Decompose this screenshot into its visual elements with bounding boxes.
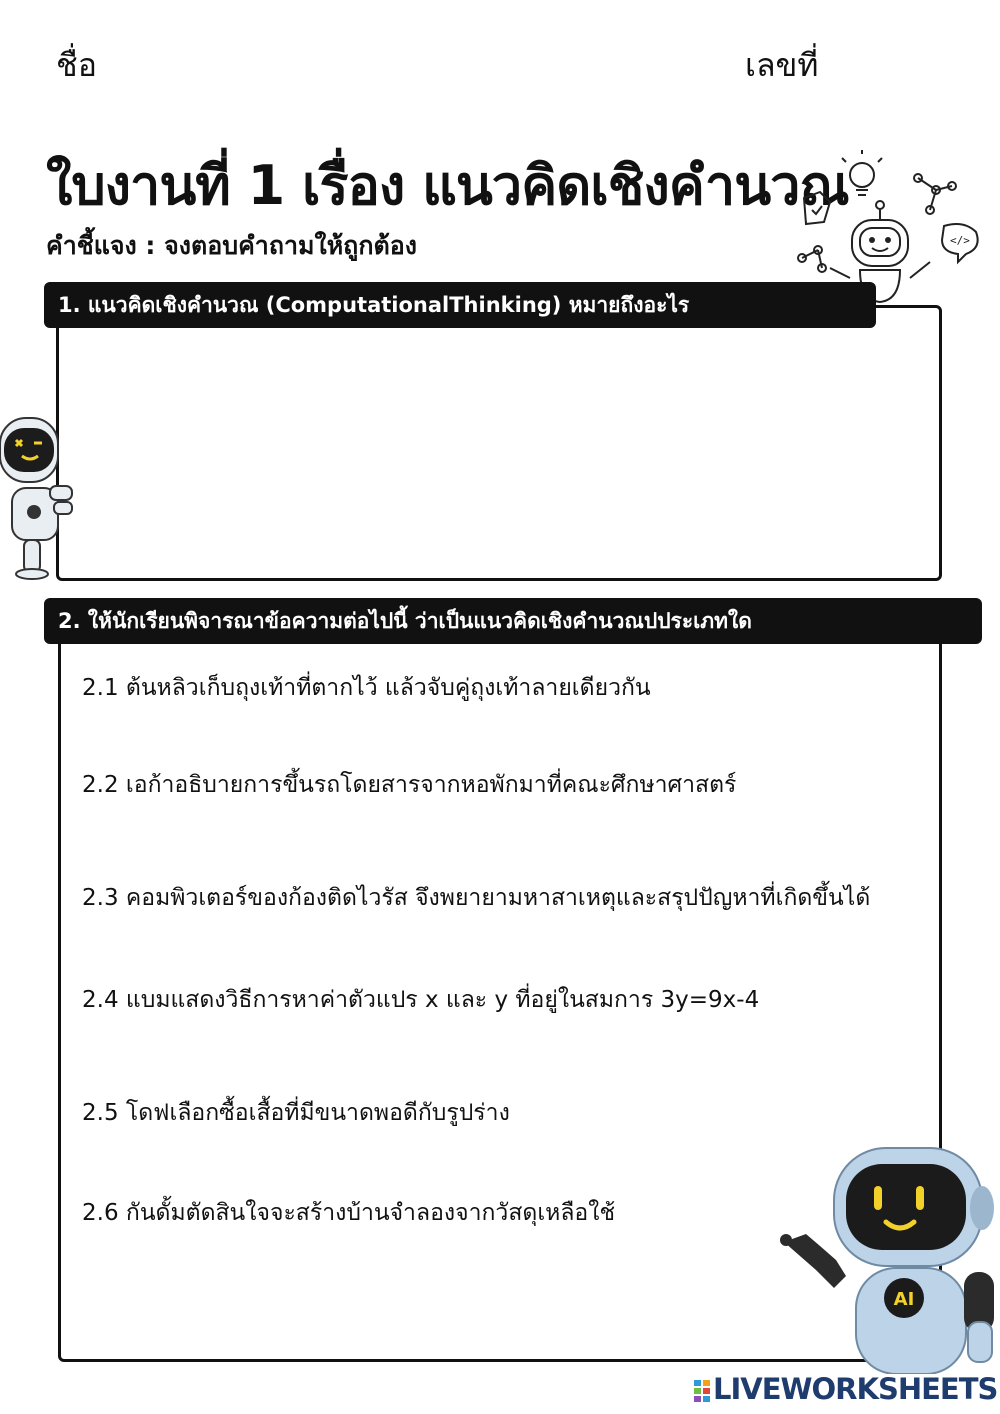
question-item: 2.2 เอก้าอธิบายการขึ้นรถโดยสารจากหอพักมาที่คณะศึกษาศาสตร์: [82, 772, 737, 798]
liveworksheets-logo: [694, 1372, 997, 1406]
lightbulb-icon: [842, 150, 882, 195]
section-2-heading: 2. ให้นักเรียนพิจารณาข้อความต่อไปนี้ ว่าเป็นแนวคิดเชิงคำนวณปประเภทใด: [44, 598, 982, 644]
brand-text: LIVEWORKSHEETS: [713, 1372, 998, 1406]
liveworksheets-mark-icon: [694, 1380, 710, 1402]
question-item: 2.6 กันดั้มตัดสินใจจะสร้างบ้านจำลองจากวัสดุเหลือใช้: [82, 1200, 616, 1226]
network-icon: [914, 174, 956, 214]
answer-box-1[interactable]: [56, 305, 942, 581]
question-item: 2.4 แบมแสดงวิธีการหาค่าตัวแปร x และ y ที่อยู่ในสมการ 3y=9x-4: [82, 987, 760, 1013]
ai-robot-illustration: [776, 1142, 1000, 1374]
section-1-heading: 1. แนวคิดเชิงคำนวณ (ComputationalThinking) หมายถึงอะไร: [44, 282, 876, 328]
question-item: 2.1 ต้นหลิวเก็บถุงเท้าที่ตากไว้ แล้วจับคู่ถุงเท้าลายเดียวกัน: [82, 675, 651, 701]
number-label: เลขที่: [745, 46, 819, 84]
svg-text:</>: </>: [950, 234, 970, 247]
worksheet-title: ใบงานที่ 1 เรื่อง แนวคิดเชิงคำนวณ: [46, 154, 849, 217]
name-label: ชื่อ: [56, 46, 97, 84]
question-item: 2.3 คอมพิวเตอร์ของก้องติดไวรัส จึงพยายามหาสาเหตุและสรุปปัญหาที่เกิดขึ้นได้: [82, 885, 871, 911]
code-bubble-icon: [942, 224, 978, 262]
molecule-icon: [798, 246, 826, 272]
instruction-text: คำชี้แจง : จงตอบคำถามให้ถูกต้อง: [46, 231, 417, 260]
robot-ai-badge: AI: [893, 1289, 915, 1310]
checklist-icon: [804, 192, 830, 224]
question-item: 2.5 โดฟเลือกซื้อเสื้อที่มีขนาดพอดีกับรูปร่าง: [82, 1100, 510, 1126]
peeking-robot-illustration: [0, 410, 78, 580]
